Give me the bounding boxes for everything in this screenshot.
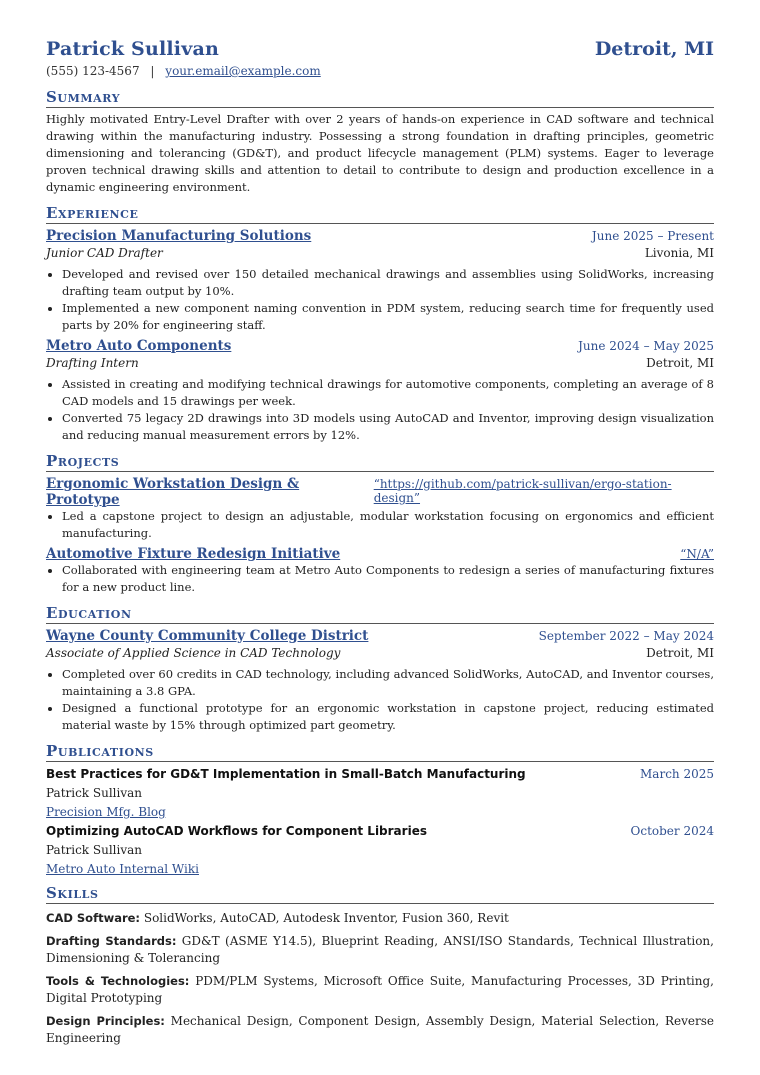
publication-entry bbox=[46, 767, 714, 819]
project-name[interactable]: Automotive Fixture Redesign Initiative bbox=[46, 546, 341, 562]
email-link[interactable]: your.email@example.com bbox=[165, 64, 321, 78]
education-bullet: • Designed a functional prototype for an ergonomic workstation in capstone project, reducing estimated material waste by 15% through optimized part geometry. bbox=[62, 700, 714, 734]
company-name[interactable]: Metro Auto Components bbox=[46, 338, 232, 354]
education-entry bbox=[46, 628, 714, 734]
experience-bullets bbox=[46, 266, 714, 334]
experience-bullet: • Implemented a new component naming convention in PDM system, reducing search time for frequently used parts by 20% for engineering staff. bbox=[62, 300, 714, 334]
project-entry bbox=[46, 476, 714, 542]
publication-title: Optimizing AutoCAD Workflows for Component Libraries bbox=[46, 824, 427, 838]
job-title: Drafting Intern bbox=[46, 356, 139, 370]
contact-separator: | bbox=[150, 64, 155, 78]
contact-line bbox=[46, 64, 714, 78]
school-location: Detroit, MI bbox=[646, 646, 714, 660]
job-location: Detroit, MI bbox=[646, 356, 714, 370]
skill-line bbox=[46, 910, 714, 927]
project-link[interactable]: “N/A” bbox=[680, 547, 714, 561]
skill-category: Design Principles: bbox=[46, 1014, 165, 1028]
project-bullet: • Led a capstone project to design an adjustable, modular workstation focusing on ergonomics and efficient manufacturing. bbox=[62, 508, 714, 542]
job-title: Junior CAD Drafter bbox=[46, 246, 163, 260]
education-bullets bbox=[46, 666, 714, 734]
education-dates: September 2022 – May 2024 bbox=[538, 629, 714, 643]
skill-line bbox=[46, 933, 714, 967]
resume-content bbox=[46, 38, 714, 1047]
publication-venue-link[interactable]: Metro Auto Internal Wiki bbox=[46, 862, 199, 876]
company-name[interactable]: Precision Manufacturing Solutions bbox=[46, 228, 312, 244]
job-location: Livonia, MI bbox=[644, 246, 714, 260]
project-name[interactable]: Ergonomic Workstation Design & Prototype bbox=[46, 476, 300, 508]
candidate-location: Detroit, MI bbox=[594, 38, 714, 60]
experience-bullet: • Developed and revised over 150 detailed mechanical drawings and assemblies using SolidWorks, increasing drafting team output by 10%. bbox=[62, 266, 714, 300]
publication-author: Patrick Sullivan bbox=[46, 786, 143, 800]
experience-entry bbox=[46, 228, 714, 334]
employment-dates: June 2024 – May 2025 bbox=[578, 339, 714, 353]
resume-header bbox=[46, 38, 714, 60]
project-entry bbox=[46, 546, 714, 596]
school-name[interactable]: Wayne County Community College District bbox=[46, 628, 369, 644]
publication-date: March 2025 bbox=[640, 767, 714, 781]
candidate-name: Patrick Sullivan bbox=[46, 38, 219, 60]
phone-number: (555) 123-4567 bbox=[46, 64, 140, 78]
experience-bullets bbox=[46, 376, 714, 444]
education-heading: Education bbox=[46, 604, 714, 624]
publication-title: Best Practices for GD&T Implementation in Small-Batch Manufacturing bbox=[46, 767, 526, 781]
project-link[interactable]: “https://github.com/patrick-sullivan/ergo-station-design” bbox=[373, 477, 672, 505]
skill-category: CAD Software: bbox=[46, 911, 141, 925]
publication-entry bbox=[46, 824, 714, 876]
skill-list: PDM/PLM Systems, Microsoft Office Suite, Manufacturing Processes, 3D Printing, Digital Prototyping bbox=[46, 974, 714, 1005]
skill-list: SolidWorks, AutoCAD, Autodesk Inventor, Fusion 360, Revit bbox=[143, 911, 509, 925]
employment-dates: June 2025 – Present bbox=[591, 229, 714, 243]
project-bullet: • Collaborated with engineering team at Metro Auto Components to redesign a series of manufacturing fixtures for a new product line. bbox=[62, 562, 714, 596]
education-bullet: • Completed over 60 credits in CAD technology, including advanced SolidWorks, AutoCAD, and Inventor courses, maintaining a 3.8 GPA. bbox=[62, 666, 714, 700]
skill-category: Drafting Standards: bbox=[46, 934, 177, 948]
experience-bullet: • Converted 75 legacy 2D drawings into 3D models using AutoCAD and Inventor, improving design visualization and reducing manual measurement errors by 12%. bbox=[62, 410, 714, 444]
summary-heading: Summary bbox=[46, 88, 714, 108]
publication-author: Patrick Sullivan bbox=[46, 843, 143, 857]
publication-venue-link[interactable]: Precision Mfg. Blog bbox=[46, 805, 166, 819]
degree: Associate of Applied Science in CAD Technology bbox=[46, 646, 341, 660]
experience-heading: Experience bbox=[46, 204, 714, 224]
experience-entry bbox=[46, 338, 714, 444]
projects-heading: Projects bbox=[46, 452, 714, 472]
skill-line bbox=[46, 1013, 714, 1047]
publication-date: October 2024 bbox=[630, 824, 714, 838]
skills-heading: Skills bbox=[46, 884, 714, 904]
skill-list: Mechanical Design, Component Design, Assembly Design, Material Selection, Reverse Engineering bbox=[46, 1014, 714, 1045]
summary-text: Highly motivated Entry-Level Drafter with over 2 years of hands-on experience in CAD software and technical drawing within the manufacturing industry. Possessing a strong foundation in drafting principles, geometric dimensioning and tolerancing (GD&T), and product lifecycle management (PLM) systems. Eager to leverage proven technical drawing skills and attention to detail to contribute to design and production excellence in a dynamic engineering environment. bbox=[46, 112, 714, 194]
project-bullets bbox=[46, 562, 714, 596]
publications-heading: Publications bbox=[46, 742, 714, 762]
skill-category: Tools & Technologies: bbox=[46, 974, 190, 988]
skill-list: GD&T (ASME Y14.5), Blueprint Reading, ANSI/ISO Standards, Technical Illustration, Dimensioning & Tolerancing bbox=[46, 934, 714, 965]
project-bullets bbox=[46, 508, 714, 542]
skill-line bbox=[46, 973, 714, 1007]
experience-bullet: • Assisted in creating and modifying technical drawings for automotive components, completing an average of 8 CAD models and 15 drawings per week. bbox=[62, 376, 714, 410]
